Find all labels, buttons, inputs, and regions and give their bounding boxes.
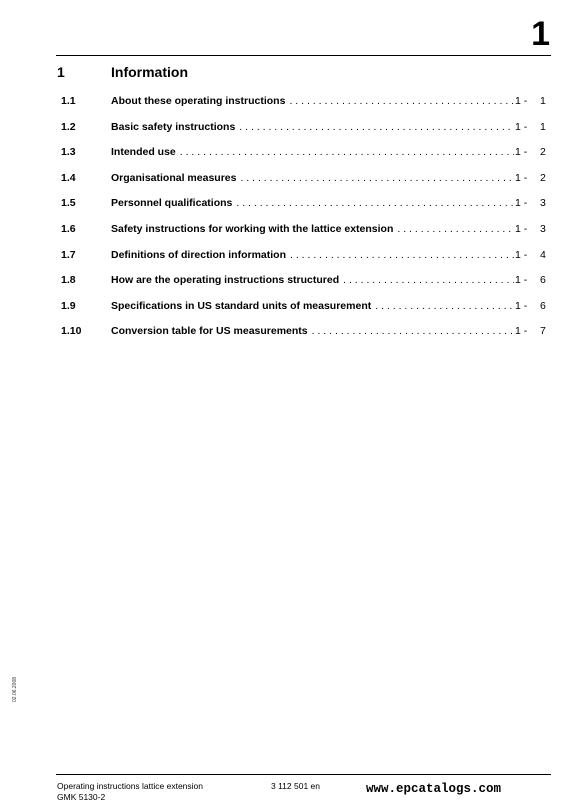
toc-entry-chapter: 1 - — [515, 299, 528, 312]
toc-entry[interactable] — [0, 119, 578, 145]
toc-entry-title: About these operating instructions — [111, 95, 286, 107]
toc-entry[interactable] — [0, 221, 578, 247]
toc-entry-title: Specifications in US standard units of measurement — [111, 299, 372, 312]
toc-entry-number: 1.7 — [61, 248, 76, 261]
toc-entry[interactable] — [0, 144, 578, 170]
toc-entry[interactable] — [0, 247, 578, 273]
toc-entry-number: 1.3 — [61, 146, 76, 159]
toc-entry-page: 6 — [540, 299, 546, 312]
toc-entry-title: Definitions of direction information — [111, 248, 286, 261]
watermark-url: www.epcatalogs.com — [366, 782, 502, 796]
section-heading-number: 1 — [57, 64, 65, 80]
toc-leader-dots — [397, 221, 514, 237]
toc-entry-chapter: 1 - — [515, 95, 528, 107]
toc-entry[interactable] — [0, 195, 578, 221]
toc-entry-page: 4 — [540, 248, 546, 261]
toc-entry-chapter: 1 - — [515, 222, 528, 235]
toc-leader-dots — [289, 93, 514, 109]
toc-entry-chapter: 1 - — [515, 120, 528, 133]
toc-entry[interactable] — [0, 272, 578, 298]
toc-entry[interactable] — [0, 298, 578, 324]
toc-entry-title: Basic safety instructions — [111, 120, 236, 133]
toc-entry-number: 1.10 — [61, 325, 82, 338]
toc-entry-number: 1.1 — [61, 95, 76, 107]
toc-entry-chapter: 1 - — [515, 146, 528, 159]
toc-leader-dots — [375, 298, 514, 314]
toc-entry-number: 1.8 — [61, 274, 76, 287]
toc-entry-chapter: 1 - — [515, 248, 528, 261]
toc-leader-dots — [240, 170, 514, 186]
toc-entry-title: Intended use — [111, 146, 176, 159]
toc-entry-chapter: 1 - — [515, 171, 528, 184]
footer-document-number: 3 112 501 en — [271, 781, 320, 791]
toc-leader-dots — [312, 323, 514, 339]
toc-entry-page: 3 — [540, 197, 546, 210]
toc-entry-page: 1 — [540, 95, 546, 107]
toc-entry-title: Conversion table for US measurements — [111, 325, 308, 338]
side-print-date: 02.06.2008 — [12, 676, 18, 702]
toc-entry-number: 1.9 — [61, 299, 76, 312]
toc-entry-title: How are the operating instructions structured — [111, 274, 340, 287]
top-divider — [56, 55, 551, 56]
toc-entry-title: Organisational measures — [111, 171, 237, 184]
toc-entry-number: 1.5 — [61, 197, 76, 210]
toc-leader-dots — [239, 119, 514, 135]
toc-entry[interactable] — [0, 93, 578, 119]
toc-entry-title: Safety instructions for working with the lattice extension — [111, 222, 394, 235]
chapter-number: 1 — [531, 15, 550, 53]
footer-model-number: GMK 5130-2 — [57, 792, 106, 802]
table-of-contents — [0, 93, 578, 349]
toc-entry[interactable] — [0, 170, 578, 196]
toc-entry-page: 2 — [540, 171, 546, 184]
toc-leader-dots — [180, 144, 514, 160]
bottom-divider — [56, 774, 551, 775]
toc-leader-dots — [236, 195, 514, 211]
toc-entry-page: 3 — [540, 222, 546, 235]
toc-entry-title: Personnel qualifications — [111, 197, 233, 210]
footer-document-title: Operating instructions lattice extension — [57, 781, 203, 791]
toc-leader-dots — [343, 272, 514, 288]
toc-entry-page: 2 — [540, 146, 546, 159]
toc-leader-dots — [290, 247, 514, 263]
toc-entry[interactable] — [0, 323, 578, 349]
toc-entry-page: 1 — [540, 120, 546, 133]
toc-entry-chapter: 1 - — [515, 197, 528, 210]
toc-entry-number: 1.2 — [61, 120, 76, 133]
section-heading-title: Information — [111, 64, 188, 80]
toc-entry-chapter: 1 - — [515, 325, 528, 338]
toc-entry-number: 1.4 — [61, 171, 76, 184]
toc-entry-chapter: 1 - — [515, 274, 528, 287]
toc-entry-page: 6 — [540, 274, 546, 287]
toc-entry-number: 1.6 — [61, 222, 76, 235]
toc-entry-page: 7 — [540, 325, 546, 338]
